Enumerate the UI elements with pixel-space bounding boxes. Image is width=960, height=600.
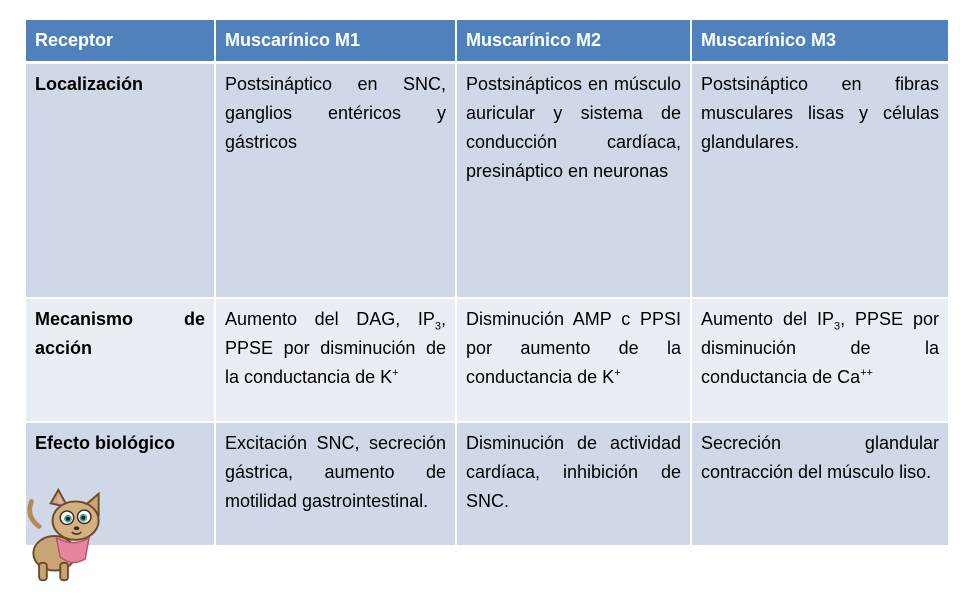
header-m1: Muscarínico M1	[215, 20, 456, 63]
cartoon-dog-icon	[18, 488, 114, 584]
superscript: +	[614, 367, 621, 379]
text: , PPSE por disminución de la conductancia de Ca	[701, 309, 939, 387]
cell-m3	[691, 298, 949, 422]
cell-m3: Postsináptico en fibras musculares lisas y células glandulares.	[691, 63, 949, 299]
superscript: ++	[860, 367, 873, 379]
row-label: Localización	[26, 63, 215, 299]
cell-m2	[456, 298, 691, 422]
cell-m2: Postsinápticos en músculo auricular y sistema de conducción cardíaca, presináptico en neuronas	[456, 63, 691, 299]
cell-m1: Excitación SNC, secreción gástrica, aumento de motilidad gastrointestinal.	[215, 422, 456, 546]
row-efecto	[26, 422, 949, 546]
cell-m1: Postsináptico en SNC, ganglios entéricos y gástricos	[215, 63, 456, 299]
subscript: 3	[833, 320, 841, 333]
header-receptor: Receptor	[26, 20, 215, 63]
text: Aumento del IP	[701, 309, 834, 329]
receptor-table	[26, 20, 950, 547]
cell-m1	[215, 298, 456, 422]
cell-m2: Disminución de actividad cardíaca, inhibición de SNC.	[456, 422, 691, 546]
row-label: Efecto biológico	[26, 422, 215, 546]
text: Disminución AMP c PPSI por aumento de la conductancia de K	[466, 309, 681, 387]
row-localizacion	[26, 63, 949, 299]
cell-m3: Secreción glandular contracción del músculo liso.	[691, 422, 949, 546]
header-m3: Muscarínico M3	[691, 20, 949, 63]
superscript: +	[392, 367, 399, 379]
row-label: Mecanismo de acción	[26, 298, 215, 422]
row-mecanismo	[26, 298, 949, 422]
header-row	[26, 20, 949, 63]
subscript: 3	[434, 320, 441, 333]
text: Aumento del DAG, IP	[225, 309, 435, 329]
text: , PPSE por disminución de la conductancia de K	[225, 309, 446, 387]
header-m2: Muscarínico M2	[456, 20, 691, 63]
